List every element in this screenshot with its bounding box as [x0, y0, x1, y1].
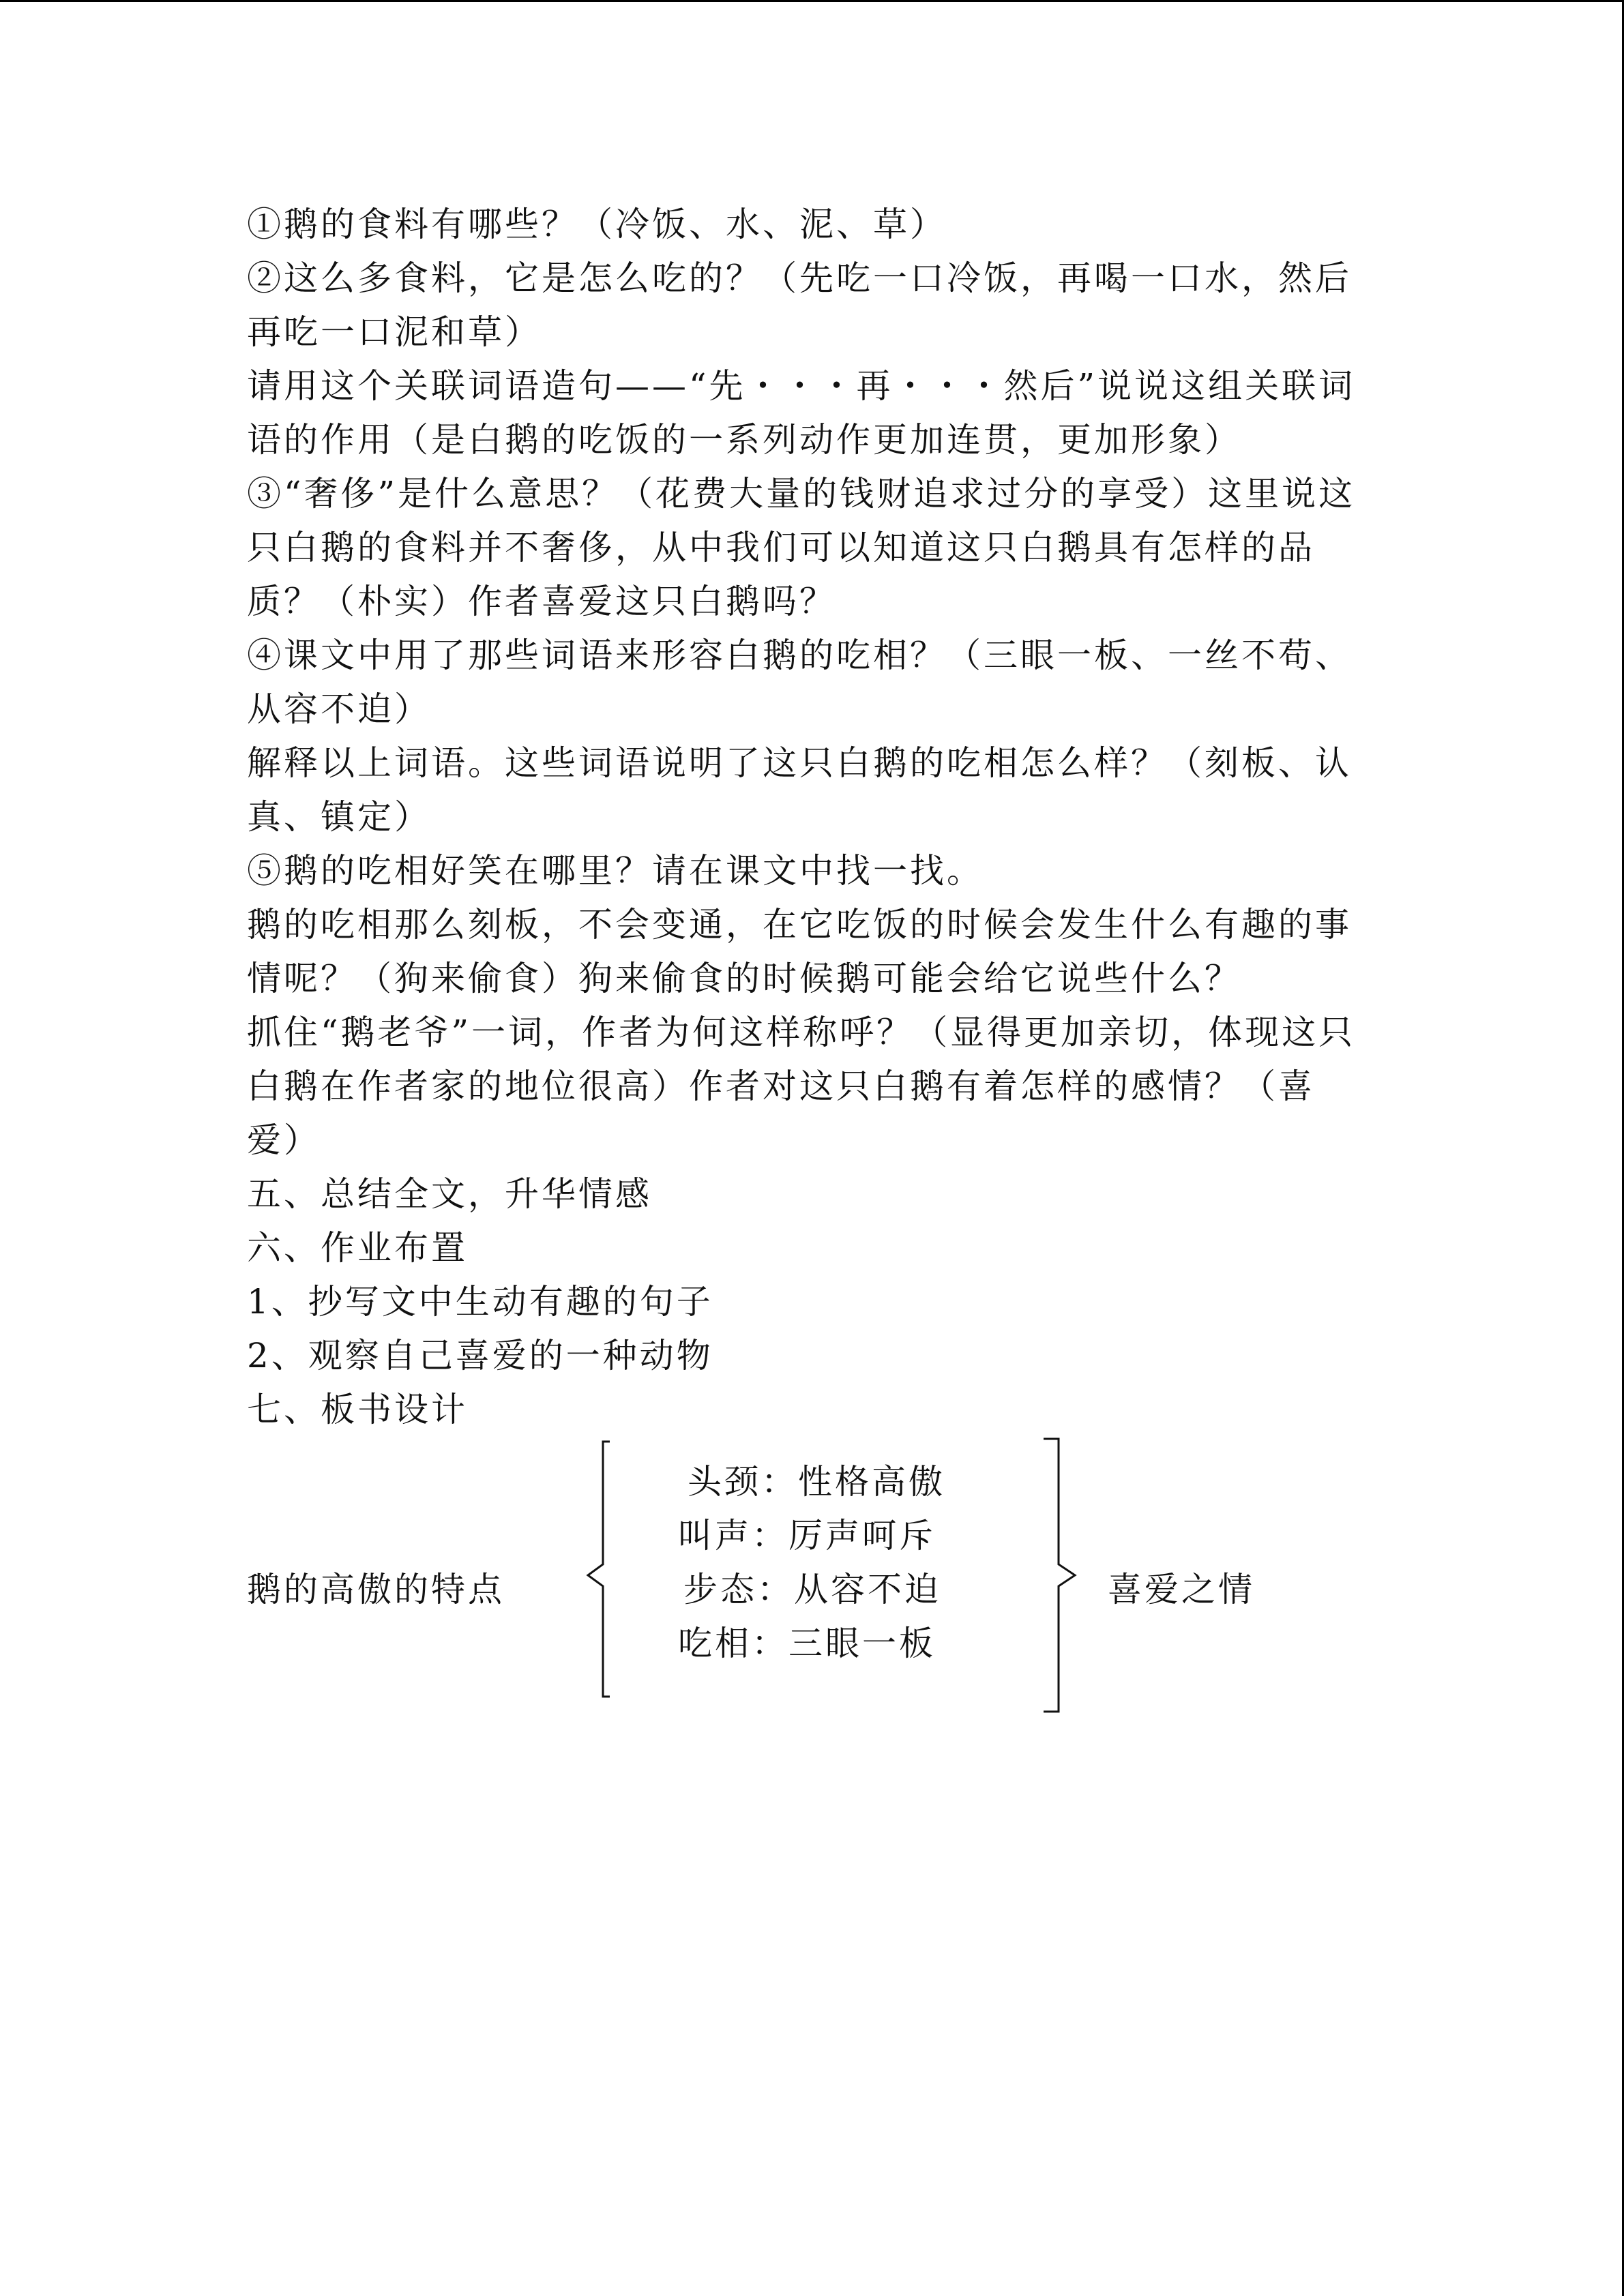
- homework-item-1: 1、抄写文中生动有趣的句子: [247, 1282, 713, 1322]
- paragraph-food-question: ①鹅的食料有哪些？（冷饭、水、泥、草）: [247, 205, 947, 244]
- paragraph-funny-manner: ⑤鹅的吃相好笑在哪里？请在课文中找一找。: [247, 851, 984, 891]
- paragraph-dog-steals-food: 鹅的吃相那么刻板，不会变通，在它吃饭的时候会发生什么有趣的事情呢？（狗来偷食）狗来偷食的时候鹅可能会给它说些什么？: [247, 905, 1352, 998]
- section-heading-summary: 五、总结全文，升华情感: [247, 1174, 652, 1214]
- paragraph-luxury-meaning: ③“奢侈”是什么意思？（花费大量的钱财追求过分的享受）这里说这只白鹅的食料并不奢侈，从中我们可以知道这只白鹅具有怎样的品质？（朴实）作者喜爱这只白鹅吗？: [247, 474, 1356, 621]
- paragraph-explain-words: 解释以上词语。这些词语说明了这只白鹅的吃相怎么样？（刻板、认真、镇定）: [247, 743, 1352, 837]
- document-body: [247, 198, 1365, 1437]
- board-item-gait: 步态：从容不迫: [683, 1570, 941, 1609]
- section-heading-board-design: 七、板书设计: [247, 1390, 468, 1429]
- homework-item-2: 2、观察自己喜爱的一种动物: [247, 1336, 713, 1375]
- paragraph-goose-master: 抓住“鹅老爷”一词，作者为何这样称呼？（显得更加亲切，体现这只白鹅在作者家的地位很高）作者对这只白鹅有着怎样的感情？（喜爱）: [247, 1013, 1356, 1160]
- paragraph-eating-order: ②这么多食料，它是怎么吃的？（先吃一口冷饭，再喝一口水，然后再吃一口泥和草）: [247, 258, 1352, 352]
- board-design: [247, 1439, 1365, 1725]
- board-item-neck: 头颈：性格高傲: [688, 1462, 945, 1502]
- section-heading-homework: 六、作业布置: [247, 1228, 468, 1268]
- paragraph-conjunction-exercise: 请用这个关联词语造句——“先・・・再・・・然后”说说这组关联词语的作用（是白鹅的吃饭的一系列动作更加连贯，更加形象）: [247, 366, 1356, 460]
- page-border-top: [0, 0, 1624, 2]
- board-item-voice: 叫声：厉声呵斥: [678, 1516, 936, 1555]
- board-topic: 鹅的高傲的特点: [247, 1570, 505, 1609]
- paragraph-eating-manner-words: ④课文中用了那些词语来形容白鹅的吃相？（三眼一板、一丝不苟、从容不迫）: [247, 636, 1352, 729]
- board-item-eating: 吃相：三眼一板: [678, 1624, 936, 1663]
- board-emotion: 喜爱之情: [1108, 1570, 1255, 1609]
